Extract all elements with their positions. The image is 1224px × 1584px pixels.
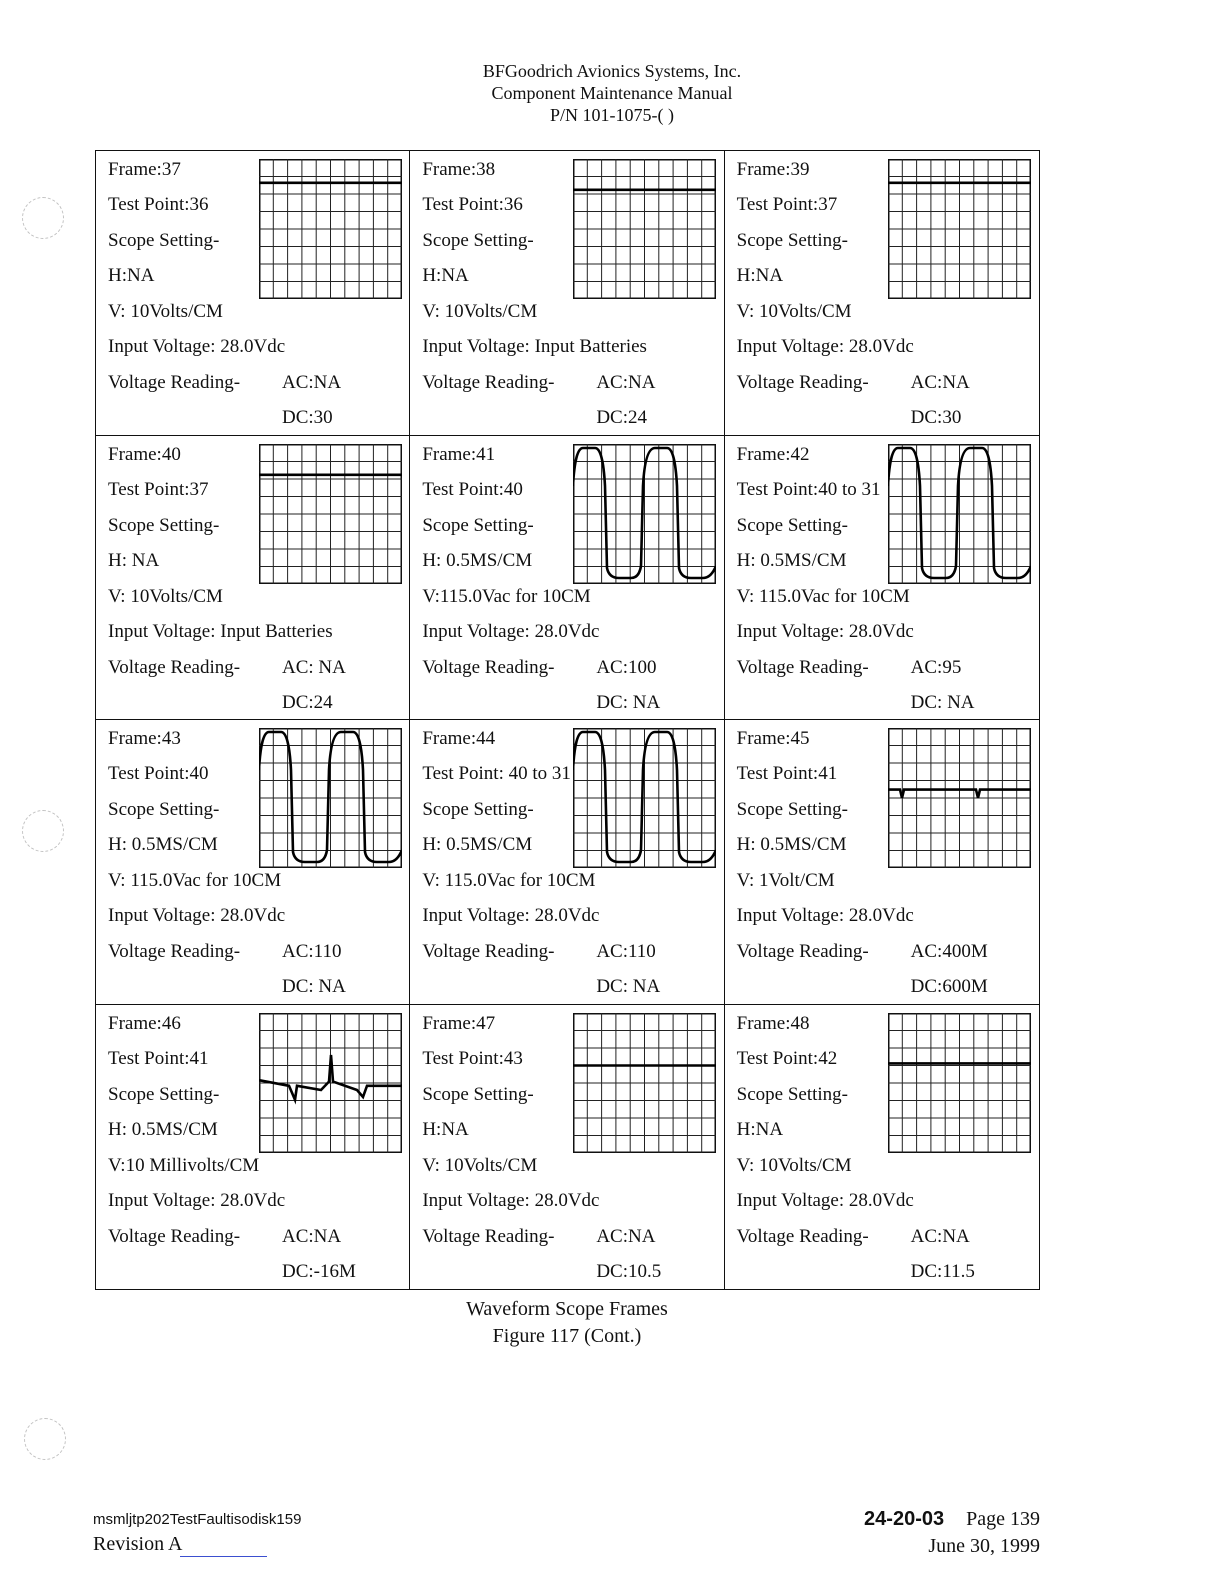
ac-reading: AC:95 <box>910 656 962 678</box>
vertical-setting: V: 115.0Vac for 10CM <box>736 585 910 607</box>
horizontal-setting: H:NA <box>422 265 469 286</box>
voltage-reading-label: Voltage Reading- <box>422 941 555 962</box>
scope-frame-cell <box>410 436 724 721</box>
frame-label: Frame:48 <box>736 1012 810 1034</box>
vertical-setting: V: 10Volts/CM <box>736 301 852 322</box>
test-point-label: Test Point:41 <box>736 763 838 784</box>
test-point-label: Test Point:37 <box>736 194 838 215</box>
footer-revision: Revision A <box>93 1533 183 1555</box>
dc-reading: DC: NA <box>910 691 975 713</box>
vertical-setting: V: 115.0Vac for 10CM <box>108 870 282 891</box>
scope-frame-cell <box>725 720 1039 1005</box>
test-point-label: Test Point:40 <box>422 478 523 500</box>
horizontal-setting: H: 0.5MS/CM <box>108 1118 218 1140</box>
voltage-reading-label: Voltage Reading- <box>736 656 869 678</box>
voltage-reading-label: Voltage Reading- <box>108 941 241 962</box>
input-voltage: Input Voltage: 28.0Vdc <box>736 336 914 357</box>
horizontal-setting: H:NA <box>736 1118 784 1140</box>
horizontal-setting: H:NA <box>108 265 155 286</box>
horizontal-setting: H: 0.5MS/CM <box>736 549 847 571</box>
voltage-reading-label: Voltage Reading- <box>736 372 869 393</box>
scope-display <box>888 1013 1031 1153</box>
dc-reading: DC:600M <box>910 976 988 997</box>
scope-setting-label: Scope Setting- <box>422 1083 534 1105</box>
voltage-reading-label: Voltage Reading- <box>422 1225 555 1247</box>
ac-reading: AC:NA <box>596 1225 656 1247</box>
ac-reading: AC:NA <box>282 372 342 393</box>
scope-display <box>259 159 402 299</box>
scope-frame-cell <box>725 151 1039 436</box>
voltage-reading-label: Voltage Reading- <box>422 656 555 678</box>
vertical-setting: V: 1Volt/CM <box>736 870 835 891</box>
horizontal-setting: H:NA <box>422 1118 469 1140</box>
scope-display <box>573 159 716 299</box>
ac-reading: AC:400M <box>910 941 988 962</box>
frame-label: Frame:37 <box>108 159 181 180</box>
vertical-setting: V:115.0Vac for 10CM <box>422 585 591 607</box>
company-name: BFGoodrich Avionics Systems, Inc. <box>482 61 742 81</box>
test-point-label: Test Point:37 <box>108 478 209 500</box>
test-point-label: Test Point:36 <box>422 194 523 215</box>
scope-setting-label: Scope Setting- <box>422 799 534 820</box>
frame-label: Frame:47 <box>422 1012 496 1034</box>
scope-setting-label: Scope Setting- <box>736 1083 849 1105</box>
frame-label: Frame:43 <box>108 728 181 749</box>
scope-display <box>888 728 1031 868</box>
scope-setting-label: Scope Setting- <box>736 514 849 536</box>
ac-reading: AC:110 <box>282 941 342 962</box>
scope-display <box>573 728 716 868</box>
frame-label: Frame:38 <box>422 159 496 180</box>
scope-display <box>259 1013 402 1153</box>
voltage-reading-label: Voltage Reading- <box>736 941 869 962</box>
frame-label: Frame:40 <box>108 443 181 465</box>
dc-reading: DC:30 <box>910 407 962 428</box>
horizontal-setting: H: 0.5MS/CM <box>108 834 218 855</box>
scope-setting-label: Scope Setting- <box>422 514 534 536</box>
frame-label: Frame:41 <box>422 443 496 465</box>
scope-display <box>259 444 402 584</box>
ac-reading: AC:NA <box>910 1225 970 1247</box>
horizontal-setting: H: NA <box>108 549 160 571</box>
frame-label: Frame:46 <box>108 1012 181 1034</box>
scope-frame-cell <box>410 151 724 436</box>
scope-frame-cell <box>96 1005 410 1290</box>
caption-title: Waveform Scope Frames <box>466 1298 668 1320</box>
input-voltage: Input Voltage: 28.0Vdc <box>108 1189 286 1211</box>
scope-display <box>888 444 1031 584</box>
figure-caption <box>0 1296 1134 1350</box>
ac-reading: AC:NA <box>910 372 970 393</box>
scope-frame-cell <box>96 436 410 721</box>
voltage-reading-label: Voltage Reading- <box>736 1225 869 1247</box>
input-voltage: Input Voltage: 28.0Vdc <box>108 336 286 357</box>
input-voltage: Input Voltage: Input Batteries <box>422 336 647 357</box>
scope-display <box>888 159 1031 299</box>
ac-reading: AC:100 <box>596 656 657 678</box>
test-point-label: Test Point: 40 to 31 <box>422 763 571 784</box>
dc-reading: DC:-16M <box>282 1260 356 1282</box>
test-point-label: Test Point:42 <box>736 1047 838 1069</box>
ac-reading: AC:NA <box>596 372 656 393</box>
voltage-reading-label: Voltage Reading- <box>108 656 241 678</box>
vertical-setting: V: 10Volts/CM <box>422 1154 538 1176</box>
vertical-setting: V: 115.0Vac for 10CM <box>422 870 596 891</box>
caption-figure: Figure 117 (Cont.) <box>492 1325 642 1347</box>
input-voltage: Input Voltage: 28.0Vdc <box>736 905 914 926</box>
frame-label: Frame:42 <box>736 443 810 465</box>
horizontal-setting: H:NA <box>736 265 784 286</box>
voltage-reading-label: Voltage Reading- <box>108 1225 241 1247</box>
horizontal-setting: H: 0.5MS/CM <box>422 834 533 855</box>
frame-label: Frame:45 <box>736 728 810 749</box>
voltage-reading-label: Voltage Reading- <box>422 372 555 393</box>
input-voltage: Input Voltage: Input Batteries <box>108 620 333 642</box>
input-voltage: Input Voltage: 28.0Vdc <box>736 620 914 642</box>
ac-reading: AC: NA <box>282 656 346 678</box>
horizontal-setting: H: 0.5MS/CM <box>736 834 847 855</box>
footer-underline <box>180 1556 267 1557</box>
footer-date: June 30, 1999 <box>928 1535 1040 1557</box>
punch-hole-icon <box>24 1418 66 1460</box>
scope-setting-label: Scope Setting- <box>422 230 534 251</box>
frame-label: Frame:44 <box>422 728 496 749</box>
scope-frame-cell <box>410 720 724 1005</box>
vertical-setting: V: 10Volts/CM <box>108 301 223 322</box>
footer-filename: msmljtp202TestFaultisodisk159 <box>93 1511 302 1528</box>
vertical-setting: V:10 Millivolts/CM <box>108 1154 260 1176</box>
punch-hole-icon <box>22 810 64 852</box>
ac-reading: AC:110 <box>596 941 656 962</box>
scope-frame-cell <box>96 720 410 1005</box>
manual-title: Component Maintenance Manual <box>491 83 733 103</box>
dc-reading: DC: NA <box>596 691 661 713</box>
dc-reading: DC: NA <box>596 976 661 997</box>
scope-frame-cell <box>725 1005 1039 1290</box>
scope-display <box>259 728 402 868</box>
voltage-reading-label: Voltage Reading- <box>108 372 241 393</box>
doc-number: 24-20-03 <box>864 1508 945 1530</box>
test-point-label: Test Point:40 <box>108 763 209 784</box>
vertical-setting: V: 10Volts/CM <box>422 301 538 322</box>
input-voltage: Input Voltage: 28.0Vdc <box>108 905 286 926</box>
test-point-label: Test Point:40 to 31 <box>736 478 881 500</box>
dc-reading: DC: NA <box>282 976 346 997</box>
input-voltage: Input Voltage: 28.0Vdc <box>736 1189 914 1211</box>
punch-hole-icon <box>22 197 64 239</box>
scope-setting-label: Scope Setting- <box>108 1083 220 1105</box>
footer-right <box>864 1506 1040 1560</box>
frame-label: Frame:39 <box>736 159 810 180</box>
test-point-label: Test Point:43 <box>422 1047 523 1069</box>
scope-frame-cell <box>96 151 410 436</box>
scope-frame-cell <box>410 1005 724 1290</box>
input-voltage: Input Voltage: 28.0Vdc <box>422 905 600 926</box>
page-header <box>0 60 1224 126</box>
scope-display <box>573 444 716 584</box>
scope-frame-cell <box>725 436 1039 721</box>
test-point-label: Test Point:41 <box>108 1047 209 1069</box>
part-number: P/N 101-1075-( ) <box>550 105 674 125</box>
scope-frame-grid <box>95 150 1040 1290</box>
input-voltage: Input Voltage: 28.0Vdc <box>422 620 600 642</box>
page-number: Page 139 <box>966 1508 1040 1530</box>
scope-display <box>573 1013 716 1153</box>
dc-reading: DC:10.5 <box>596 1260 662 1282</box>
dc-reading: DC:11.5 <box>910 1260 975 1282</box>
ac-reading: AC:NA <box>282 1225 342 1247</box>
dc-reading: DC:24 <box>282 691 333 713</box>
scope-setting-label: Scope Setting- <box>736 230 849 251</box>
dc-reading: DC:30 <box>282 407 333 428</box>
scope-setting-label: Scope Setting- <box>736 799 849 820</box>
scope-setting-label: Scope Setting- <box>108 230 220 251</box>
test-point-label: Test Point:36 <box>108 194 209 215</box>
vertical-setting: V: 10Volts/CM <box>108 585 223 607</box>
scope-setting-label: Scope Setting- <box>108 514 220 536</box>
vertical-setting: V: 10Volts/CM <box>736 1154 852 1176</box>
horizontal-setting: H: 0.5MS/CM <box>422 549 533 571</box>
dc-reading: DC:24 <box>596 407 648 428</box>
input-voltage: Input Voltage: 28.0Vdc <box>422 1189 600 1211</box>
footer-left <box>93 1508 301 1556</box>
scope-setting-label: Scope Setting- <box>108 799 220 820</box>
